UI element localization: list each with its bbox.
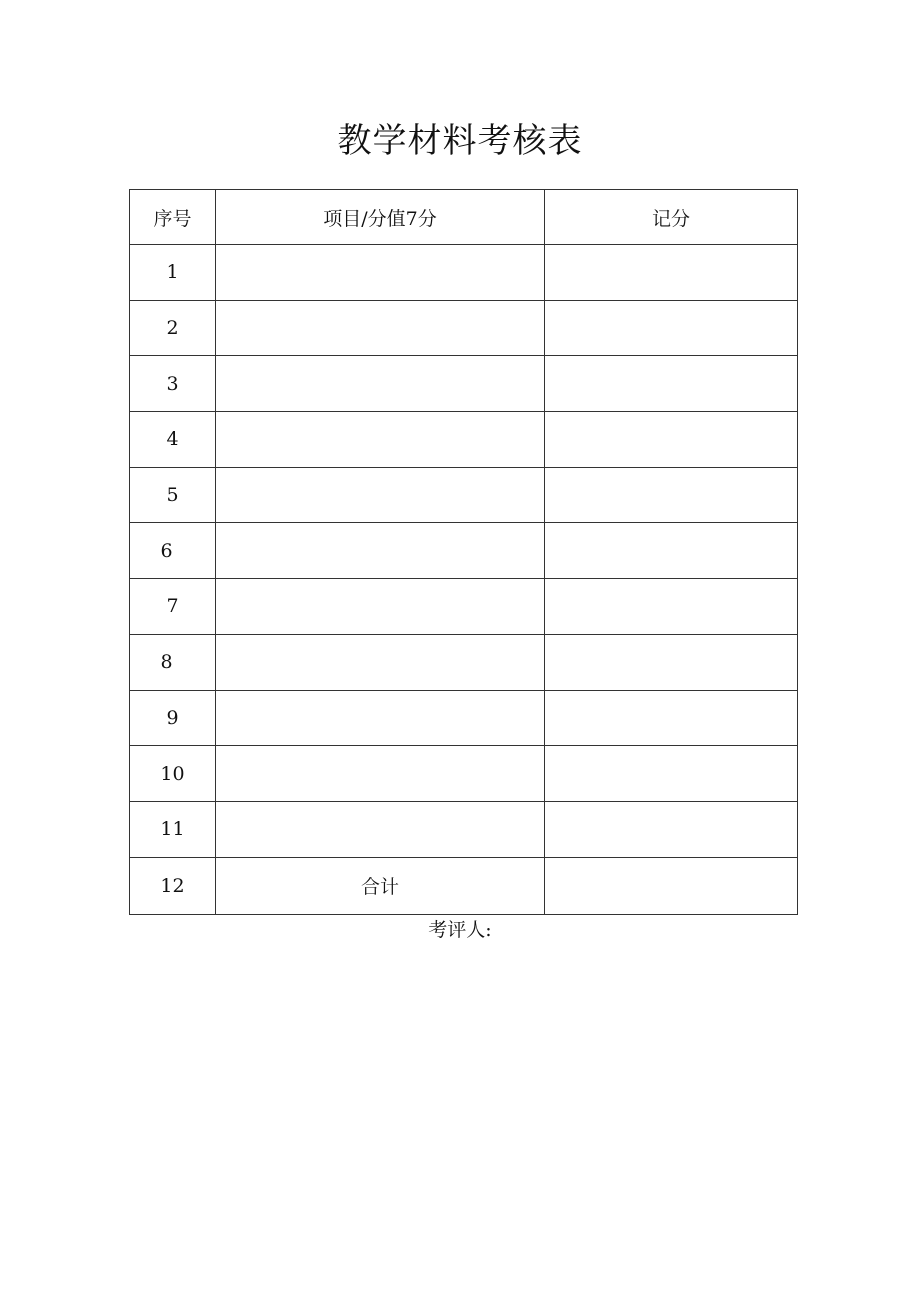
row-number-text: 12: [160, 874, 185, 897]
table-row: [130, 300, 798, 356]
row-number: [130, 523, 216, 579]
page-title: 教学材料考核表: [337, 121, 583, 161]
score-cell[interactable]: [545, 523, 798, 579]
score-cell[interactable]: [545, 245, 798, 301]
row-number-text: 1: [166, 261, 179, 284]
row-number: [130, 746, 216, 802]
table-row: [130, 245, 798, 301]
row-number: [130, 412, 216, 468]
header-item: 项目/分值7分: [216, 190, 545, 245]
table-row: [130, 356, 798, 412]
score-cell[interactable]: [545, 579, 798, 635]
header-no: 序号: [130, 190, 216, 245]
total-score-cell[interactable]: [545, 857, 798, 914]
row-number: [130, 467, 216, 523]
score-cell[interactable]: [545, 467, 798, 523]
item-cell[interactable]: [216, 467, 545, 523]
score-cell[interactable]: [545, 690, 798, 746]
item-cell[interactable]: [216, 523, 545, 579]
table-header-row: [130, 190, 798, 245]
score-cell[interactable]: [545, 412, 798, 468]
row-number-text: 10: [160, 762, 185, 785]
row-number: [130, 245, 216, 301]
row-number-text: 6: [160, 539, 173, 562]
row-number: [130, 300, 216, 356]
table-row: [130, 467, 798, 523]
row-number: [130, 579, 216, 635]
item-cell[interactable]: [216, 579, 545, 635]
item-cell[interactable]: [216, 412, 545, 468]
score-cell[interactable]: [545, 634, 798, 690]
item-cell[interactable]: [216, 690, 545, 746]
table-row: [130, 801, 798, 857]
table-row: [130, 634, 798, 690]
row-number-text: 3: [166, 372, 179, 395]
row-number: [130, 801, 216, 857]
score-cell[interactable]: [545, 300, 798, 356]
total-label-cell: 合计: [216, 857, 545, 914]
row-number-text: 2: [166, 317, 179, 340]
row-number-text: 9: [166, 706, 179, 729]
row-number-text: 4: [166, 428, 179, 451]
item-cell[interactable]: [216, 634, 545, 690]
row-number: [130, 356, 216, 412]
row-number-text: 11: [160, 818, 185, 841]
row-number-text: 5: [166, 484, 179, 507]
table-row: [130, 579, 798, 635]
evaluator-signature: [0, 916, 920, 944]
item-cell[interactable]: [216, 356, 545, 412]
score-cell[interactable]: [545, 746, 798, 802]
row-number: [130, 857, 216, 914]
evaluator-label: 考评人:: [428, 919, 492, 941]
score-cell[interactable]: [545, 356, 798, 412]
table-row-total: [130, 857, 798, 914]
score-table: [129, 189, 798, 915]
row-number-text: 7: [166, 595, 179, 618]
item-cell[interactable]: [216, 746, 545, 802]
table-row: [130, 690, 798, 746]
row-number: [130, 690, 216, 746]
item-cell[interactable]: [216, 245, 545, 301]
score-cell[interactable]: [545, 801, 798, 857]
row-number: [130, 634, 216, 690]
row-number-text: 8: [160, 651, 173, 674]
item-cell[interactable]: [216, 300, 545, 356]
item-cell[interactable]: [216, 801, 545, 857]
header-score: 记分: [545, 190, 798, 245]
table-row: [130, 412, 798, 468]
table-row: [130, 746, 798, 802]
table-row: [130, 523, 798, 579]
